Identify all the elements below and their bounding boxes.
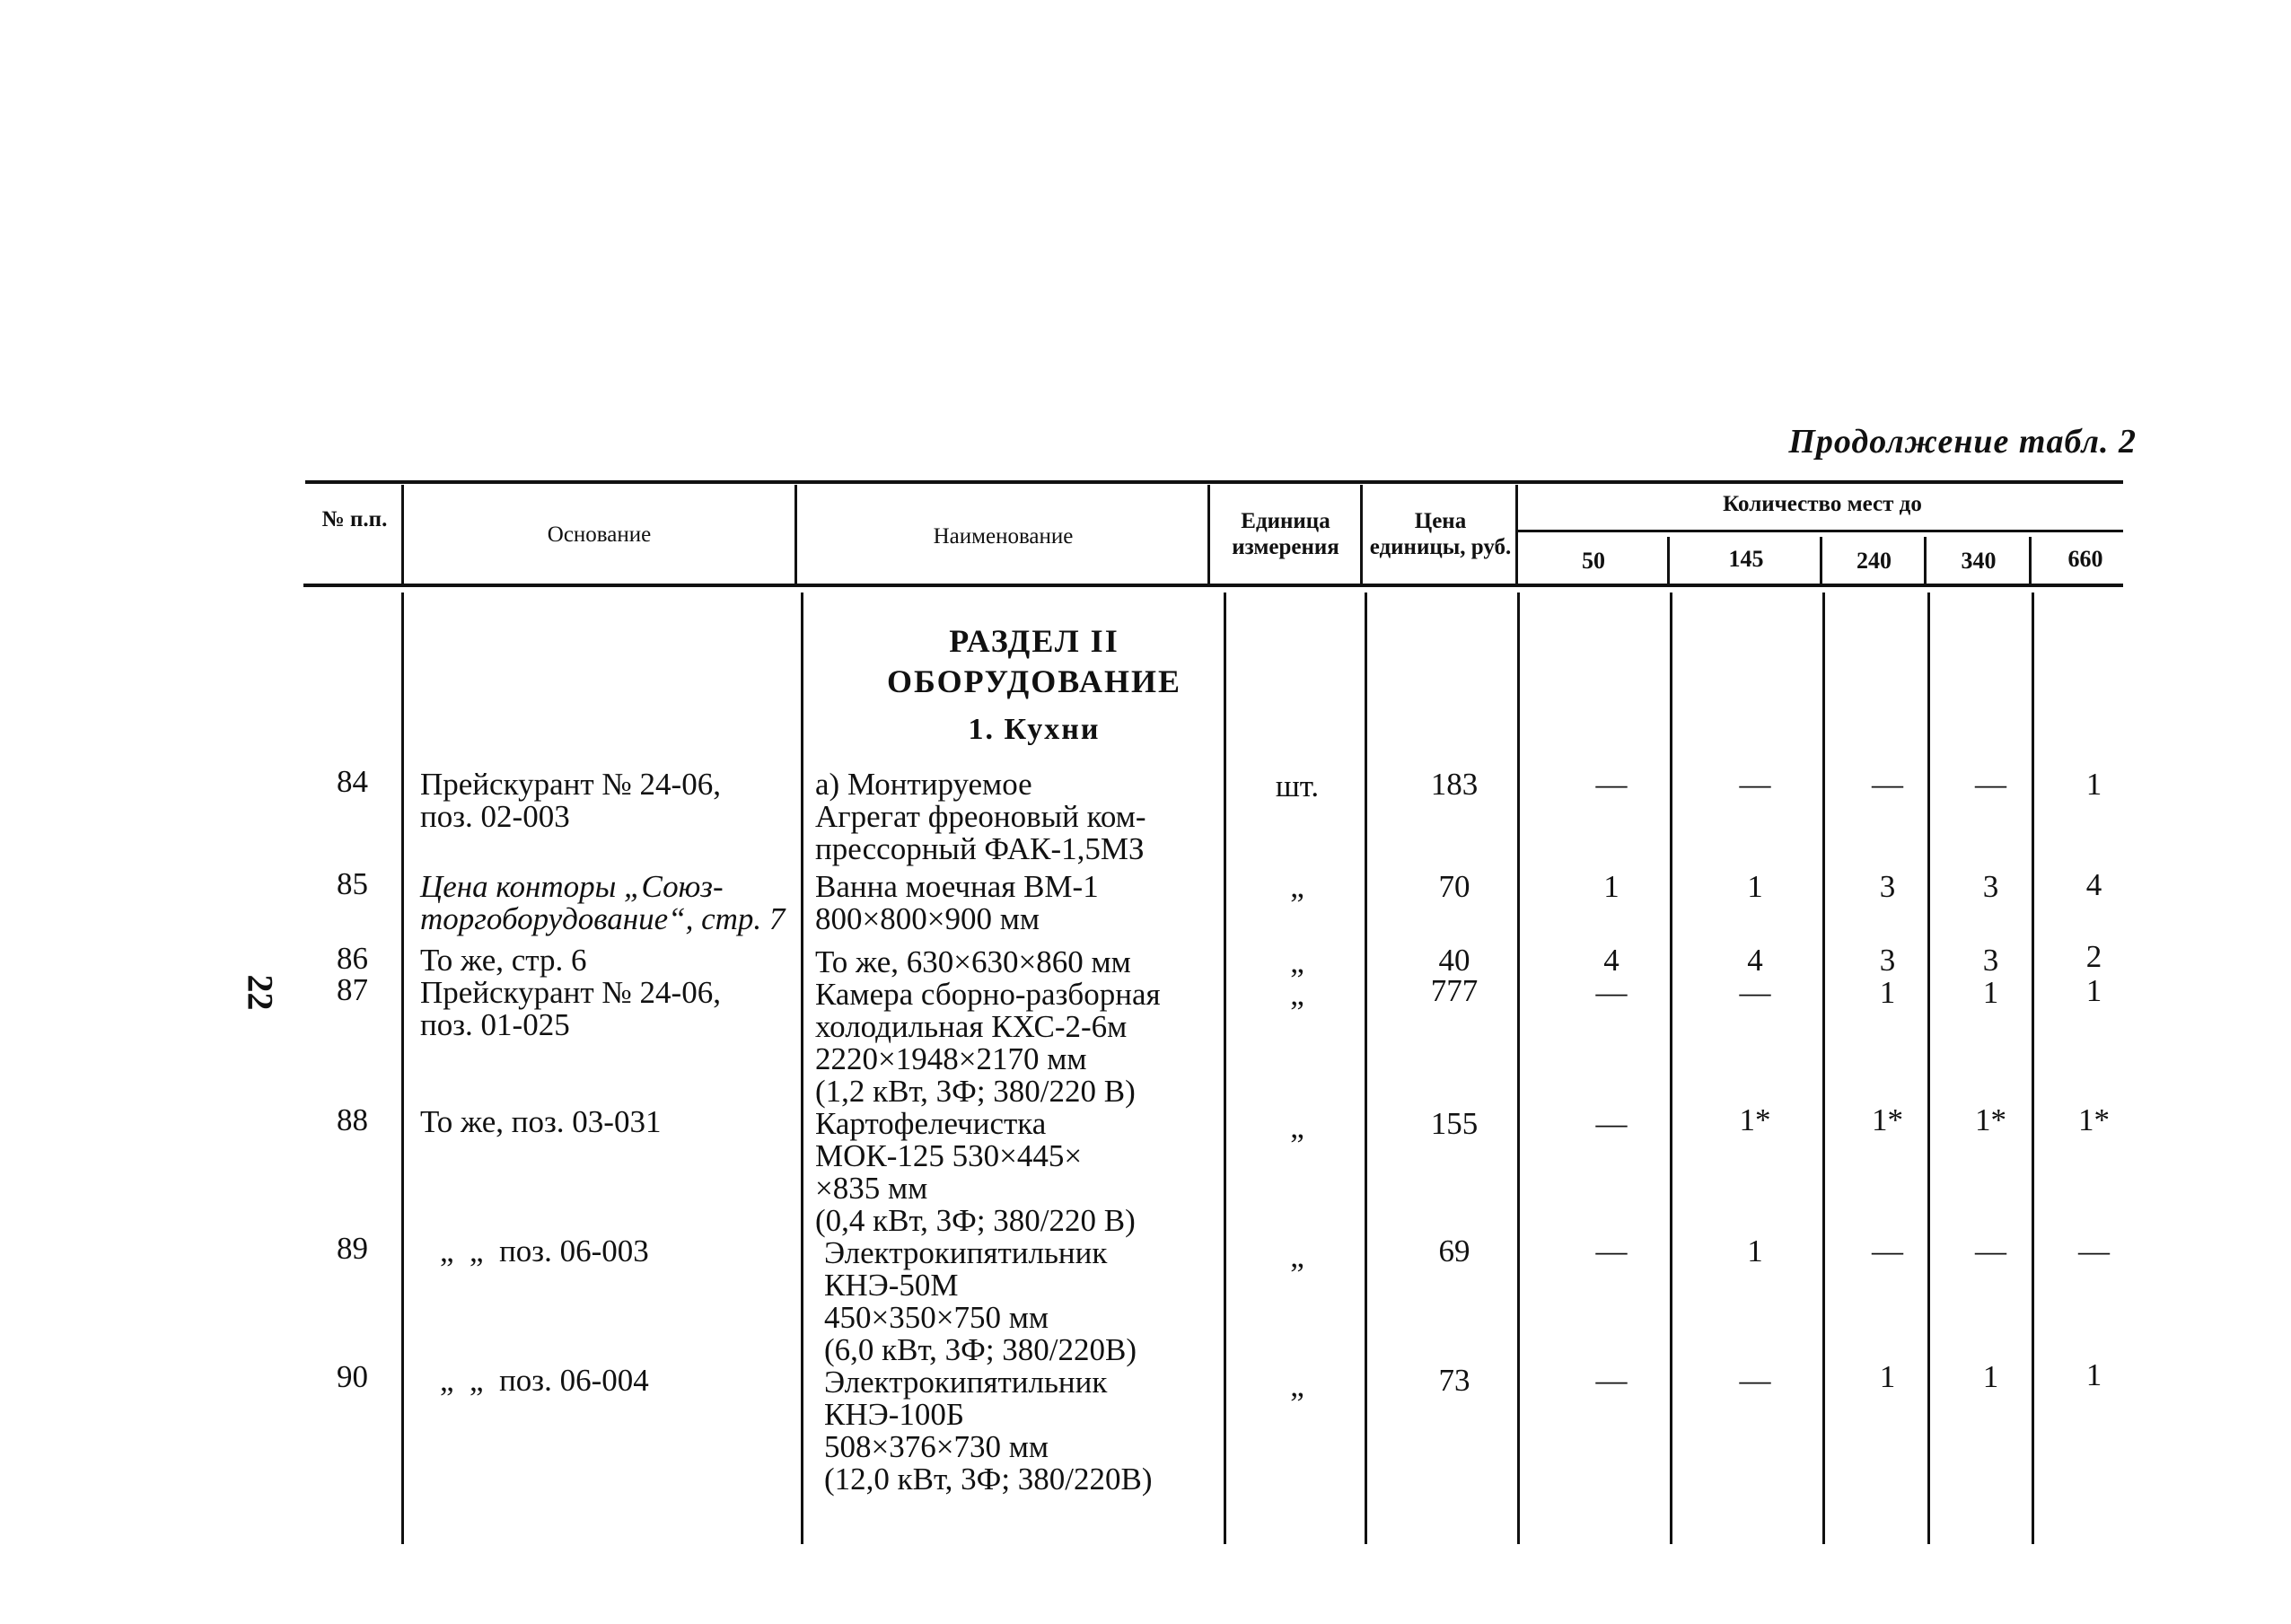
page-number: 22	[240, 974, 281, 1011]
row-number: 90	[337, 1359, 368, 1394]
row-qty-240: —	[1872, 1233, 1903, 1268]
row-qty-240: 3	[1879, 869, 1896, 904]
row-unit: „	[1290, 1110, 1304, 1145]
row-qty-145: 1	[1747, 1233, 1763, 1268]
row-qty-145: —	[1739, 1363, 1771, 1398]
row-qty-340: —	[1975, 1233, 2006, 1268]
row-qty-340: 1	[1982, 1359, 1999, 1394]
table-caption: Продолжение табл. 2	[1788, 423, 2137, 461]
header-qty-340: 340	[1961, 548, 1997, 574]
row-unit: „	[1290, 869, 1304, 904]
row-name: То же, 630×630×860 мм	[815, 944, 1131, 979]
row-qty-240: 3	[1879, 943, 1896, 978]
column-divider	[1822, 593, 1825, 1544]
row-qty-50: —	[1595, 1233, 1628, 1268]
column-divider	[1927, 593, 1930, 1544]
header-bottom-rule	[303, 584, 2123, 587]
row-qty-660: 1	[2085, 1357, 2102, 1392]
row-price: 40	[1438, 943, 1470, 978]
row-qty-50: 1	[1603, 869, 1620, 904]
row-unit: шт.	[1275, 768, 1320, 803]
row-qty-240: 1	[1879, 975, 1896, 1010]
row-basis: Прейскурант № 24-06, поз. 02-003	[420, 767, 721, 834]
header-no: № п.п.	[321, 507, 388, 531]
row-qty-240: 1	[1879, 1359, 1896, 1394]
header-qty-240: 240	[1856, 548, 1892, 574]
row-basis: „ „ поз. 06-003	[440, 1233, 649, 1268]
row-qty-660: 1*	[2078, 1102, 2110, 1137]
table-top-rule	[305, 480, 2123, 484]
header-price: Цена единицы, руб.	[1369, 509, 1512, 559]
row-price: 183	[1430, 767, 1479, 802]
row-qty-660: 2	[2085, 939, 2102, 974]
row-qty-340: 3	[1982, 943, 1999, 978]
row-unit: „	[1290, 977, 1304, 1012]
row-basis: Прейскурант № 24-06, поз. 01-025	[420, 975, 721, 1042]
row-price: 73	[1438, 1363, 1470, 1398]
row-price: 777	[1430, 973, 1479, 1008]
row-qty-145: —	[1739, 975, 1771, 1010]
row-qty-340: 3	[1982, 869, 1999, 904]
row-qty-340: 1*	[1975, 1102, 2006, 1137]
header-divider	[401, 485, 404, 584]
row-number: 85	[337, 866, 368, 901]
column-divider	[1670, 593, 1672, 1544]
row-qty-145: —	[1739, 767, 1771, 802]
section-subheading: 1. Кухни	[968, 713, 1101, 746]
row-qty-340: 1	[1982, 975, 1999, 1010]
row-qty-145: 1	[1747, 869, 1763, 904]
row-name: Картофелечистка МОК-125 530×445× ×835 мм (0,4 кВт, 3Ф; 380/220 В)	[815, 1106, 1136, 1238]
row-qty-50: 4	[1603, 943, 1620, 978]
row-price: 155	[1430, 1106, 1479, 1141]
row-qty-660: 1	[2085, 767, 2102, 802]
section-title: РАЗДЕЛ II	[949, 623, 1119, 659]
row-qty-50: —	[1595, 1106, 1628, 1141]
row-name: а) Монтируемое Агрегат фреоновый ком- прессорный ФАК-1,5МЗ	[815, 767, 1146, 866]
row-number: 86	[337, 941, 368, 976]
row-name: Электрокипятильник КНЭ-100Б 508×376×730 мм (12,0 кВт, 3Ф; 380/220В)	[824, 1365, 1153, 1497]
row-price: 69	[1438, 1233, 1470, 1268]
row-number: 87	[337, 972, 368, 1007]
column-divider	[401, 593, 404, 1544]
header-divider	[1924, 537, 1927, 584]
row-qty-50: —	[1595, 767, 1628, 802]
row-name: Ванна моечная ВМ-1 800×800×900 мм	[815, 869, 1099, 936]
header-qty-660: 660	[2067, 546, 2103, 572]
row-qty-340: —	[1975, 767, 2006, 802]
row-qty-660: 1	[2085, 973, 2102, 1008]
header-divider	[1515, 485, 1518, 584]
row-basis: То же, стр. 6	[420, 943, 587, 978]
column-divider	[2032, 593, 2034, 1544]
header-basis: Основание	[547, 522, 652, 547]
row-basis: То же, поз. 03-031	[420, 1104, 662, 1139]
header-divider	[1820, 537, 1822, 584]
header-divider	[1207, 485, 1210, 584]
row-qty-145: 1*	[1739, 1102, 1771, 1137]
header-qty-145: 145	[1728, 546, 1764, 572]
row-number: 88	[337, 1102, 368, 1137]
header-divider	[2029, 537, 2032, 584]
row-number: 84	[337, 764, 368, 799]
header-qty-50: 50	[1582, 548, 1605, 574]
header-unit: Единица измерения	[1232, 509, 1339, 559]
section-subtitle: ОБОРУДОВАНИЕ	[887, 663, 1181, 699]
qty-header-rule	[1517, 530, 2123, 532]
row-name: Камера сборно-разборная холодильная КХС-2-6м 2220×1948×2170 мм (1,2 кВт, 3Ф; 380/220 В)	[815, 977, 1161, 1109]
row-qty-50: —	[1595, 1363, 1628, 1398]
row-basis: Цена конторы „Союз- торгоборудование“, стр. 7	[420, 869, 786, 936]
row-basis: „ „ поз. 06-004	[440, 1363, 649, 1398]
header-name: Наименование	[933, 524, 1074, 549]
row-qty-660: 4	[2085, 867, 2102, 902]
row-qty-240: 1*	[1872, 1102, 1903, 1137]
row-qty-240: —	[1872, 767, 1903, 802]
row-unit: „	[1290, 1239, 1304, 1274]
row-unit: „	[1290, 1368, 1304, 1403]
row-number: 89	[337, 1231, 368, 1266]
header-qty: Количество мест до	[1723, 492, 1922, 516]
header-divider	[1360, 485, 1363, 584]
header-divider	[794, 485, 797, 584]
row-qty-50: —	[1595, 975, 1628, 1010]
row-qty-660: —	[2078, 1233, 2110, 1268]
column-divider	[1517, 593, 1520, 1544]
row-qty-145: 4	[1747, 943, 1763, 978]
row-unit: „	[1290, 944, 1304, 979]
row-price: 70	[1438, 869, 1470, 904]
header-divider	[1667, 537, 1670, 584]
row-name: Электрокипятильник КНЭ-50М 450×350×750 мм (6,0 кВт, 3Ф; 380/220В)	[824, 1235, 1137, 1367]
